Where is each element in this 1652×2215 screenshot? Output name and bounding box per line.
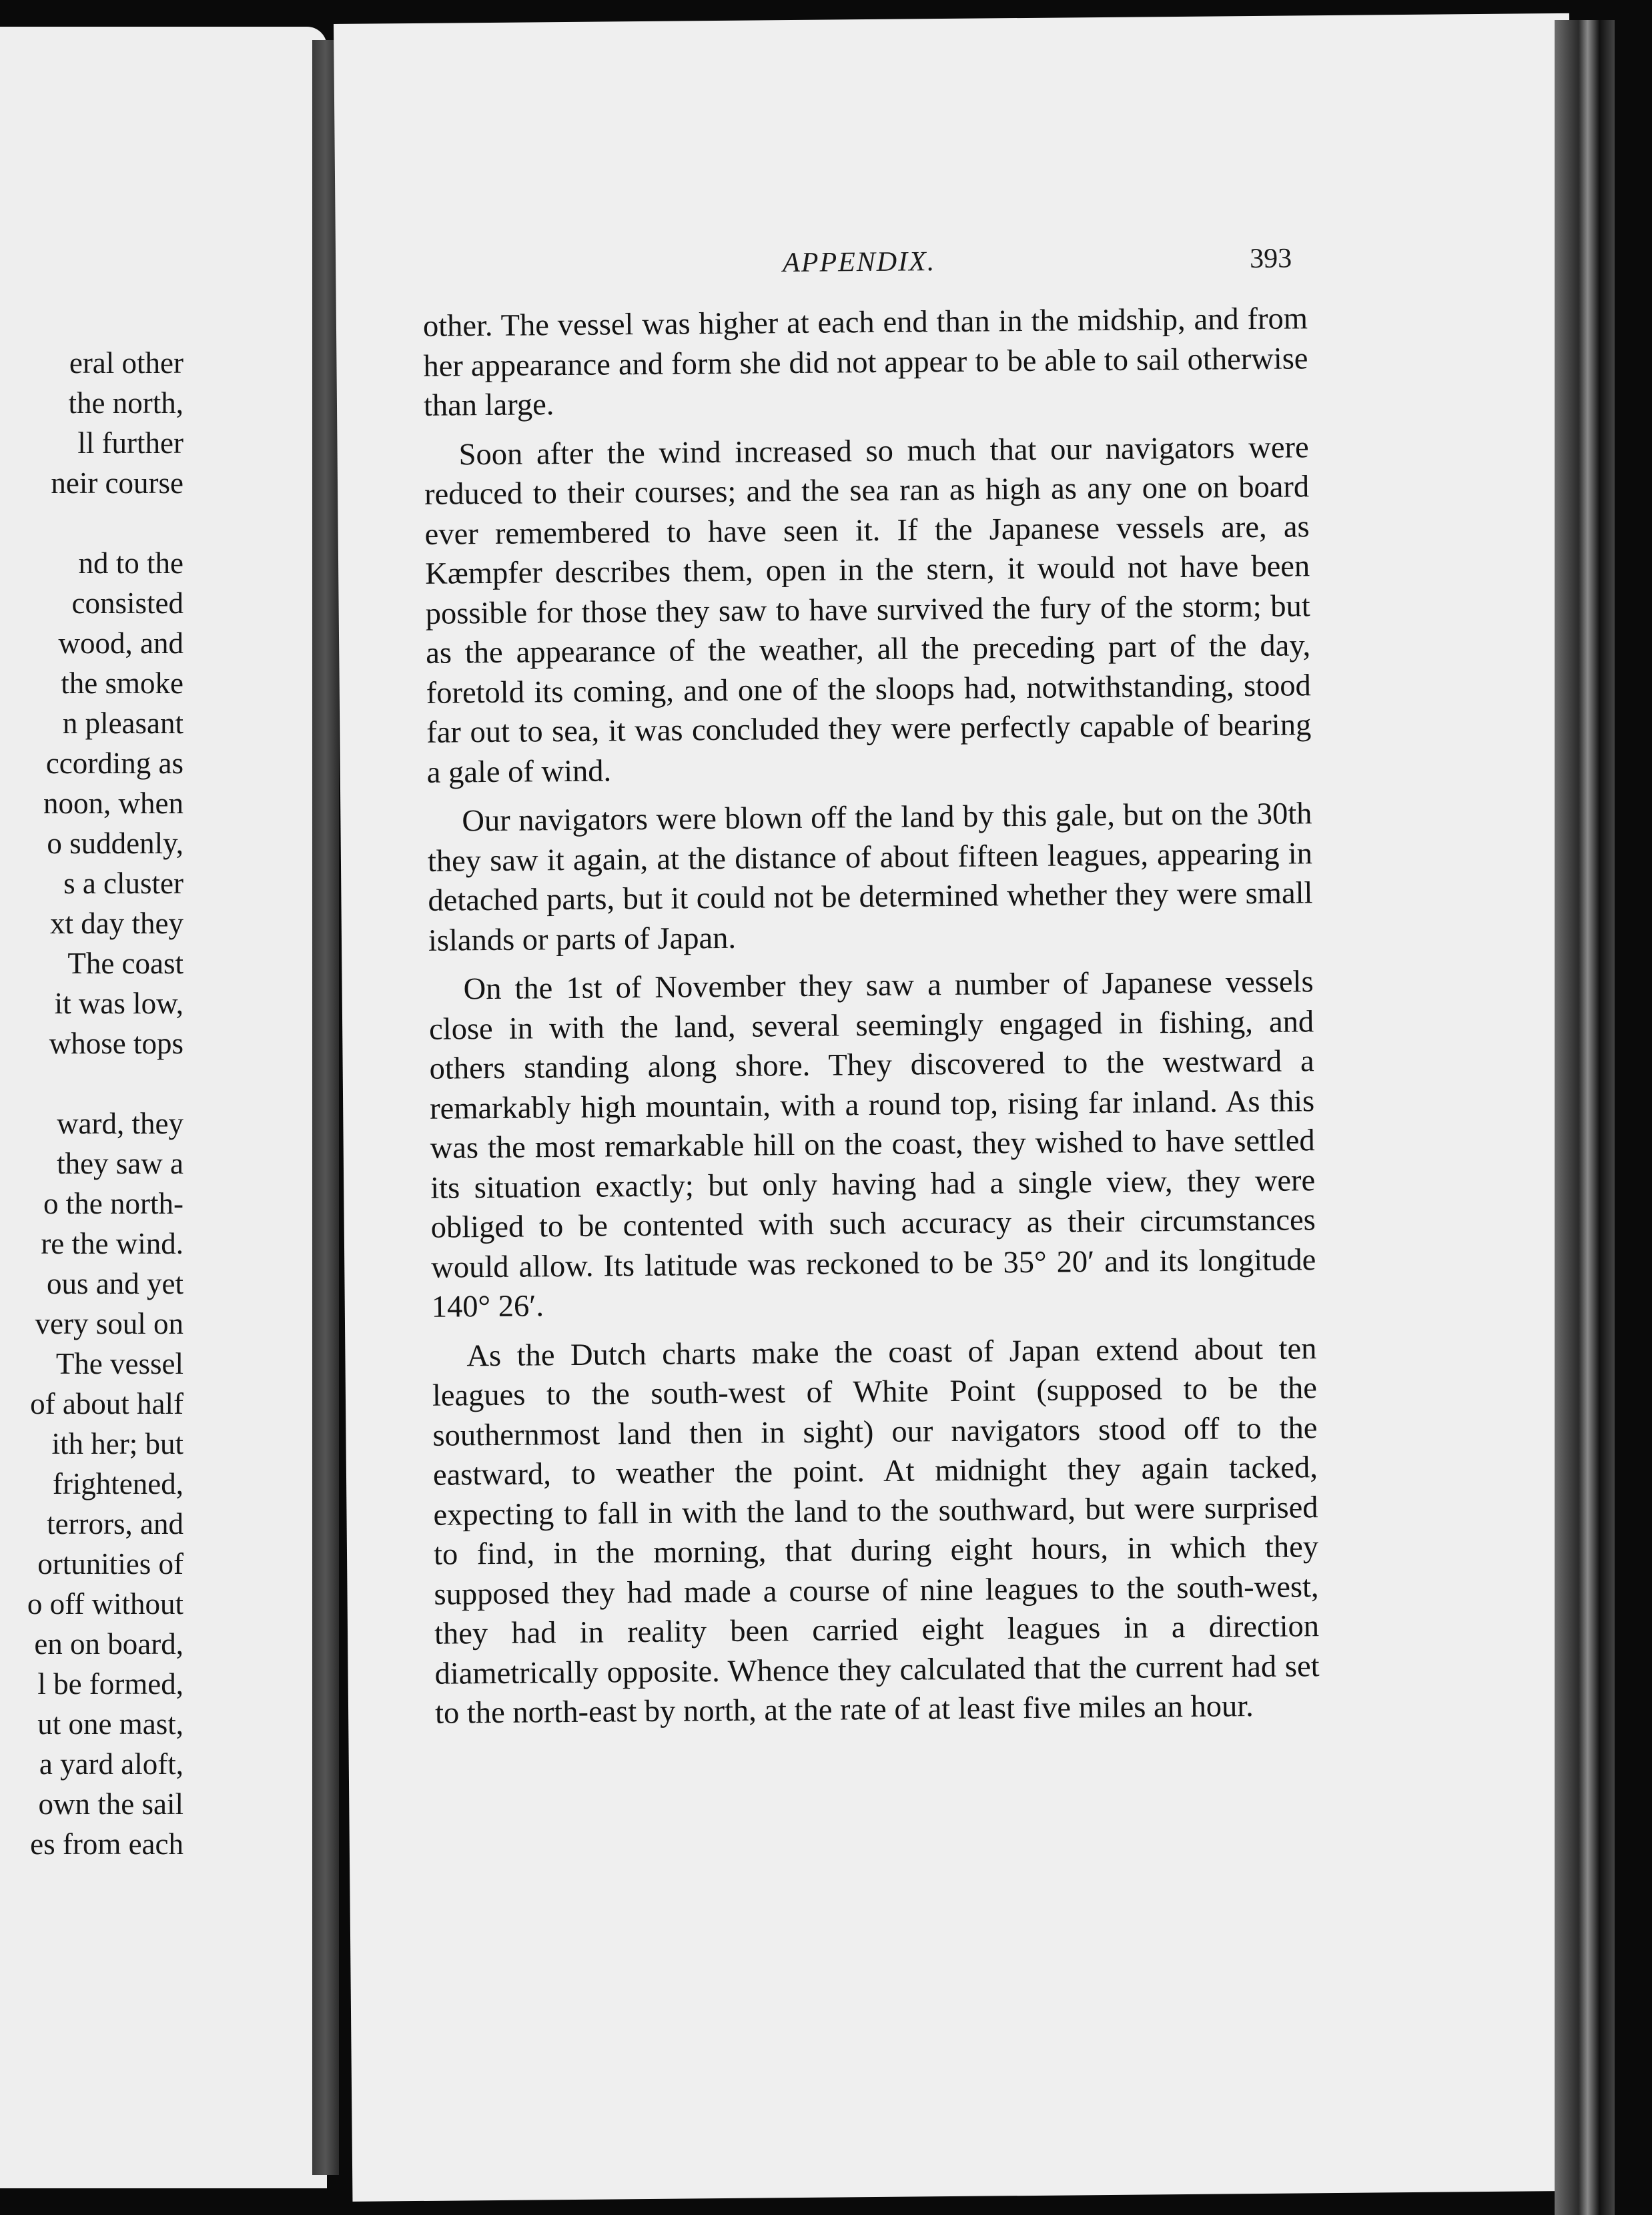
left-page-line: The vessel xyxy=(55,1347,183,1380)
left-page-line: wood, and xyxy=(58,626,183,660)
left-page-line: o suddenly, xyxy=(47,827,183,860)
left-page-line: the north, xyxy=(68,386,183,420)
left-page-line: the smoke xyxy=(61,667,183,700)
left-page xyxy=(0,27,327,2188)
left-page-line: a yard aloft, xyxy=(39,1747,183,1781)
paragraph: On the 1st of November they saw a number of Japanese vessels close in with the land, several seemingly engaged in fishing, and others standing along shore. They discovered to the westward a remarkably high mountain, with a round top, rising far inland. As this was the most remarkable hill on the coast, they wished to have settled its situation exactly; but only having had a single view, they were obliged to be contented with such accuracy as their circumstances would allow. Its latitude was reckoned to be 35° 20′ and its longitude 140° 26′. xyxy=(428,965,1316,1324)
left-page-line: very soul on xyxy=(35,1307,183,1340)
left-page-line: it was low, xyxy=(54,987,183,1020)
left-page-line: l be formed, xyxy=(37,1667,183,1701)
body-text xyxy=(423,299,1320,1743)
left-page-line: ward, they xyxy=(57,1107,183,1140)
right-page xyxy=(334,13,1588,2202)
left-page-line: eral other xyxy=(69,346,183,380)
left-page-line: nd to the xyxy=(78,546,183,580)
left-page-line: The coast xyxy=(67,947,183,980)
left-page-line: ortunities of xyxy=(37,1547,183,1581)
left-page-line: o the north- xyxy=(43,1187,183,1220)
running-head: APPENDIX. xyxy=(782,246,936,279)
left-page-line: ccording as xyxy=(45,747,183,780)
paragraph: Our navigators were blown off the land by this gale, but on the 30th they saw it again, at the distance of about fifteen leagues, appearing in detached parts, but it could not be determined whether they were small islands or parts of Japan. xyxy=(427,797,1313,958)
left-page-line: consisted xyxy=(71,586,183,620)
left-page-line: ous and yet xyxy=(47,1267,183,1300)
left-page-line: s a cluster xyxy=(63,867,183,900)
left-page-line: re the wind. xyxy=(41,1227,183,1260)
book-gutter xyxy=(312,40,339,2175)
left-page-line: en on board, xyxy=(34,1627,183,1661)
paragraph: As the Dutch charts make the coast of Japan extend about ten leagues to the south-west of White Point (supposed to be the southernmost land then in sight) our navigators stood off to the eastward, to weather the point. At midnight they again tacked, expecting to fall in with the land to the southward, but were surprised to find, in the morning, that during eight hours, in which they supposed they had made a course of nine leagues to the south-west, they had in reality been carried eight leagues in a direction diametrically opposite. Whence they calculated that the current had set to the north-east by north, at the rate of at least five miles an hour. xyxy=(432,1331,1320,1731)
page-number: 393 xyxy=(1249,243,1292,275)
left-page-line: whose tops xyxy=(49,1027,183,1060)
paragraph: Soon after the wind increased so much that our navigators were reduced to their courses; and the sea ran as high as any one on board ever remembered to have seen it. If the Japanese vessels are, as Kæmpfer describes them, open in the stern, it would not have been possible for those they saw to have survived the fury of the storm; but as the appearance of the weather, all the preceding part of the day, foretold its coming, and one of the sloops had, notwithstanding, stood far out to sea, it was concluded they were perfectly capable of bearing a gale of wind. xyxy=(424,430,1312,790)
left-page-line: frightened, xyxy=(52,1467,183,1500)
left-page-line: n pleasant xyxy=(62,707,183,740)
left-page-line: es from each xyxy=(30,1827,183,1861)
left-page-line: ut one mast, xyxy=(37,1707,183,1741)
left-page-line: neir course xyxy=(51,466,183,500)
page-edge-shadow xyxy=(1555,20,1615,2215)
left-page-line: of about half xyxy=(30,1387,183,1420)
left-page-line: o off without xyxy=(27,1587,183,1621)
left-page-line: ith her; but xyxy=(51,1427,183,1460)
left-page-line: terrors, and xyxy=(47,1507,183,1540)
left-page-line: noon, when xyxy=(43,787,183,820)
left-page-line: own the sail xyxy=(38,1787,183,1821)
left-page-line: ll further xyxy=(77,426,183,460)
paragraph: other. The vessel was higher at each end than in the midship, and from her appearance and form she did not appear to be able to sail otherwise than large. xyxy=(422,302,1308,423)
left-page-line: they saw a xyxy=(57,1147,183,1180)
left-page-line: xt day they xyxy=(50,907,183,940)
